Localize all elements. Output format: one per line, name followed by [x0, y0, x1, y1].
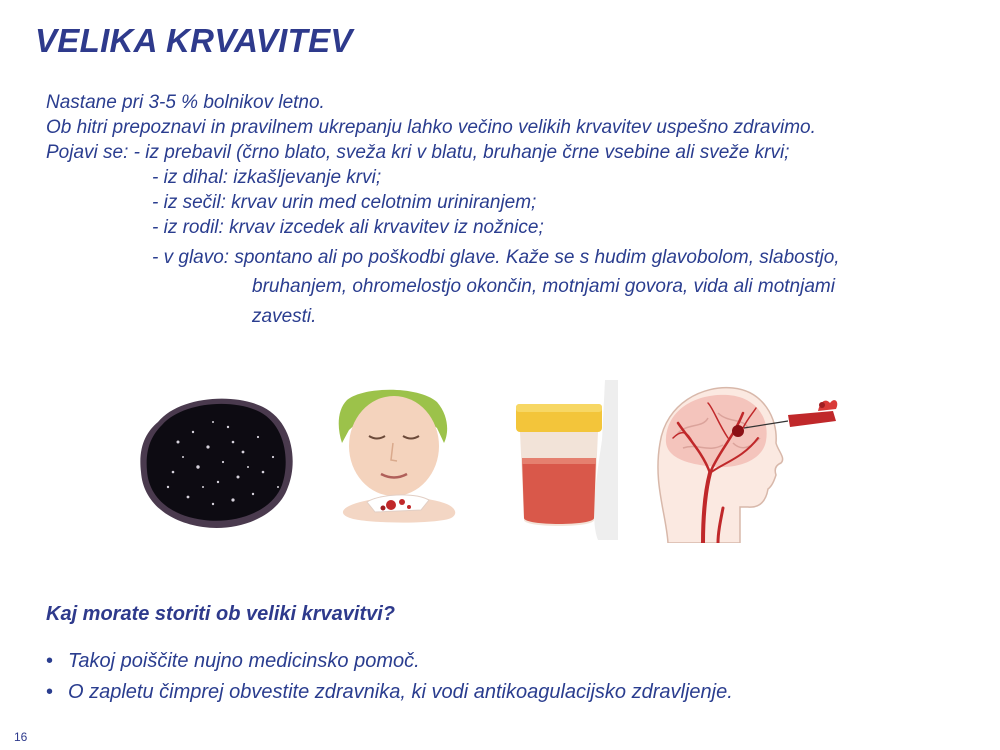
list-item	[46, 646, 733, 677]
action-list	[46, 646, 733, 708]
list-item-text: Takoj poiščite nujno medicinsko pomoč.	[68, 650, 420, 672]
body-line-4: - iz dihal: izkašljevanje krvi;	[152, 167, 382, 188]
slide-title: VELIKA KRVAVITEV	[35, 22, 353, 59]
body-line-2: Ob hitri prepoznavi in pravilnem ukrepanju lahko večino velikih krvavitev uspešno zdravimo.	[46, 117, 816, 138]
list-item-text: O zapletu čimprej obvestite zdravnika, ki vodi antikoagulacijsko zdravljenje.	[68, 681, 733, 703]
body-line-7: - v glavo: spontano ali po poškodbi glave. Kaže se s hudim glavobolom, slabostjo,	[152, 247, 840, 268]
body-line-8: bruhanjem, ohromelostjo okončin, motnjami govora, vida ali motnjami	[252, 276, 835, 297]
brain-hemorrhage-image	[648, 383, 848, 543]
list-item	[46, 677, 733, 708]
bullet-icon: •	[46, 681, 54, 703]
black-stool-image	[138, 392, 298, 532]
page-number: 16	[14, 730, 28, 744]
body-line-3: Pojavi se: - iz prebavil (črno blato, sveža kri v blatu, bruhanje črne vsebine ali sveže krvi;	[46, 142, 790, 163]
bullet-icon: •	[46, 650, 54, 672]
body-line-1: Nastane pri 3-5 % bolnikov letno.	[46, 92, 325, 113]
body-line-5: - iz sečil: krvav urin med celotnim uriniranjem;	[152, 192, 537, 213]
urine-sample-image	[510, 380, 618, 540]
body-line-6: - iz rodil: krvav izcedek ali krvavitev iz nožnice;	[152, 217, 544, 238]
slide-body	[46, 90, 976, 332]
body-line-9: zavesti.	[252, 306, 317, 327]
question-heading: Kaj morate storiti ob veliki krvavitvi?	[46, 603, 396, 625]
vomiting-blood-image	[309, 388, 471, 543]
